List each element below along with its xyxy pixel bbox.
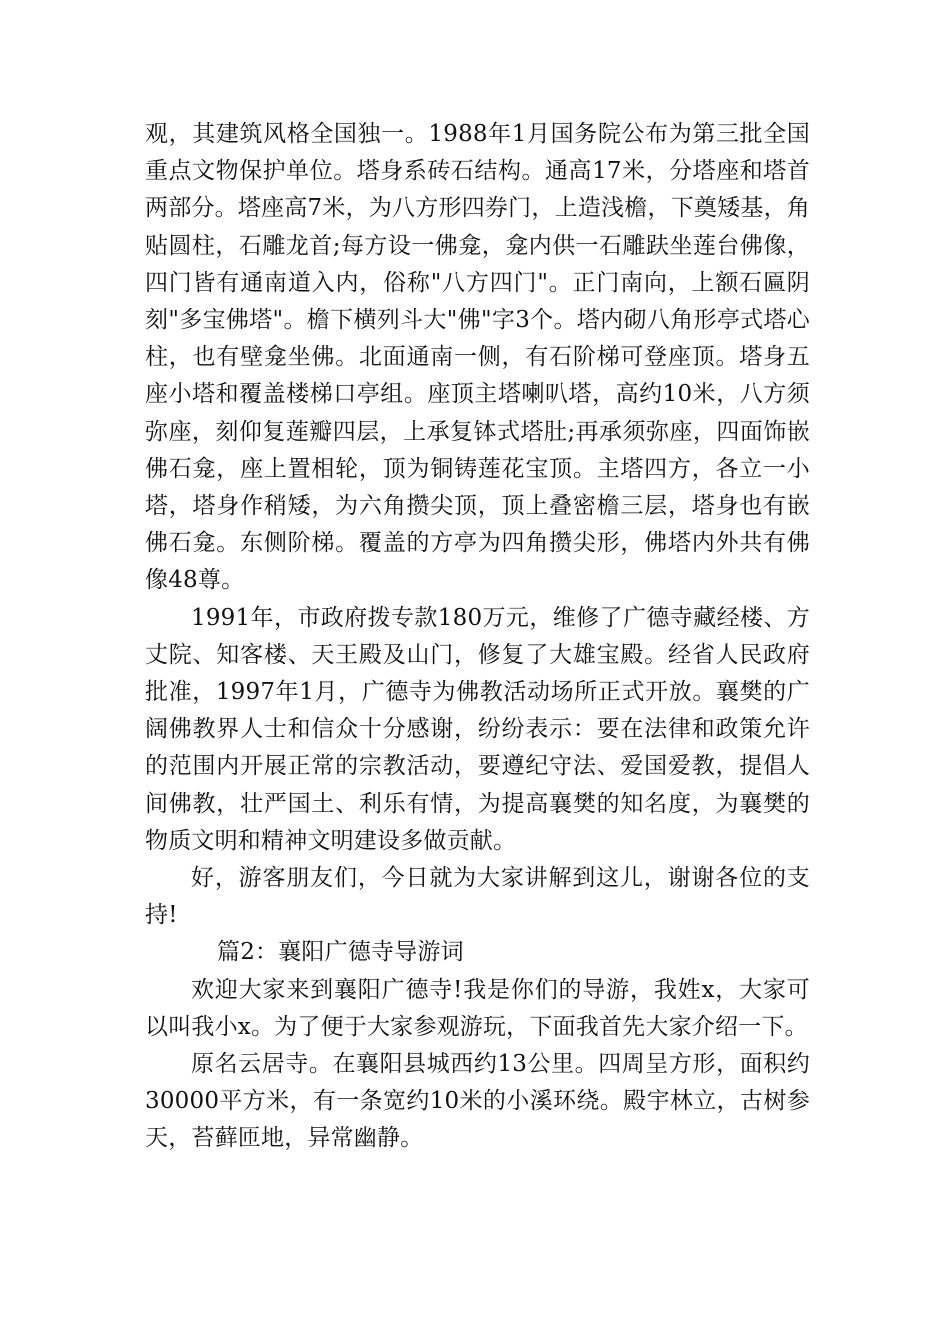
paragraph-temple-overview: 原名云居寺。在襄阳县城西约13公里。四周呈方形，面积约30000平方米，有一条宽约10米的小溪环绕。殿宇林立，古树参天，苔藓匝地，异常幽静。 <box>145 1051 810 1152</box>
paragraph-closing-remarks: 好，游客朋友们，今日就为大家讲解到这儿，谢谢各位的支持! <box>145 865 810 929</box>
paragraph-1991-restoration: 1991年，市政府拨专款180万元，维修了广德寺藏经楼、方丈院、知客楼、天王殿及山门，修复了大雄宝殿。经省人民政府批准，1997年1月，广德寺为佛教活动场所正式开放。襄樊的广阔佛教界人士和信众十分感谢，纷纷表示：要在法律和政策允许的范围内开展正常的宗教活动，要遵纪守法、爱国爱教，提倡人间佛教，壮严国土、利乐有情，为提高襄樊的知名度，为襄樊的物质文明和精神文明建设多做贡献。 <box>145 604 810 854</box>
paragraph-pagoda-description: 观，其建筑风格全国独一。1988年1月国务院公布为第三批全国重点文物保护单位。塔身系砖石结构。通高17米，分塔座和塔首两部分。塔座高7米，为八方形四券门，上造浅檐，下奠矮基，角贴圆柱，石雕龙首;每方设一佛龛，龛内供一石雕趺坐莲台佛像，四门皆有通南道入内，俗称"八方四门"。正门南向，上额石匾阴刻"多宝佛塔"。檐下横列斗大"佛"字3个。塔内砌八角形亭式塔心柱，也有壁龛坐佛。北面通南一侧，有石阶梯可登座顶。塔身五座小塔和覆盖楼梯口亭组。座顶主塔喇叭塔，高约10米，八方须弥座，刻仰复莲瓣四层，上承复钵式塔肚;再承须弥座，四面饰嵌佛石龛，座上置相轮，顶为铜铸莲花宝顶。主塔四方，各立一小塔，塔身作稍矮，为六角攒尖顶，顶上叠密檐三层，塔身也有嵌佛石龛。东侧阶梯。覆盖的方亭为四角攒尖形，佛塔内外共有佛像48尊。 <box>145 121 810 594</box>
paragraph-welcome: 欢迎大家来到襄阳广德寺!我是你们的导游，我姓x，大家可以叫我小x。为了便于大家参观游玩，下面我首先大家介绍一下。 <box>145 976 810 1040</box>
document-body <box>145 116 810 1158</box>
section-heading-part-2: 篇2：襄阳广德寺导游词 <box>217 939 464 966</box>
